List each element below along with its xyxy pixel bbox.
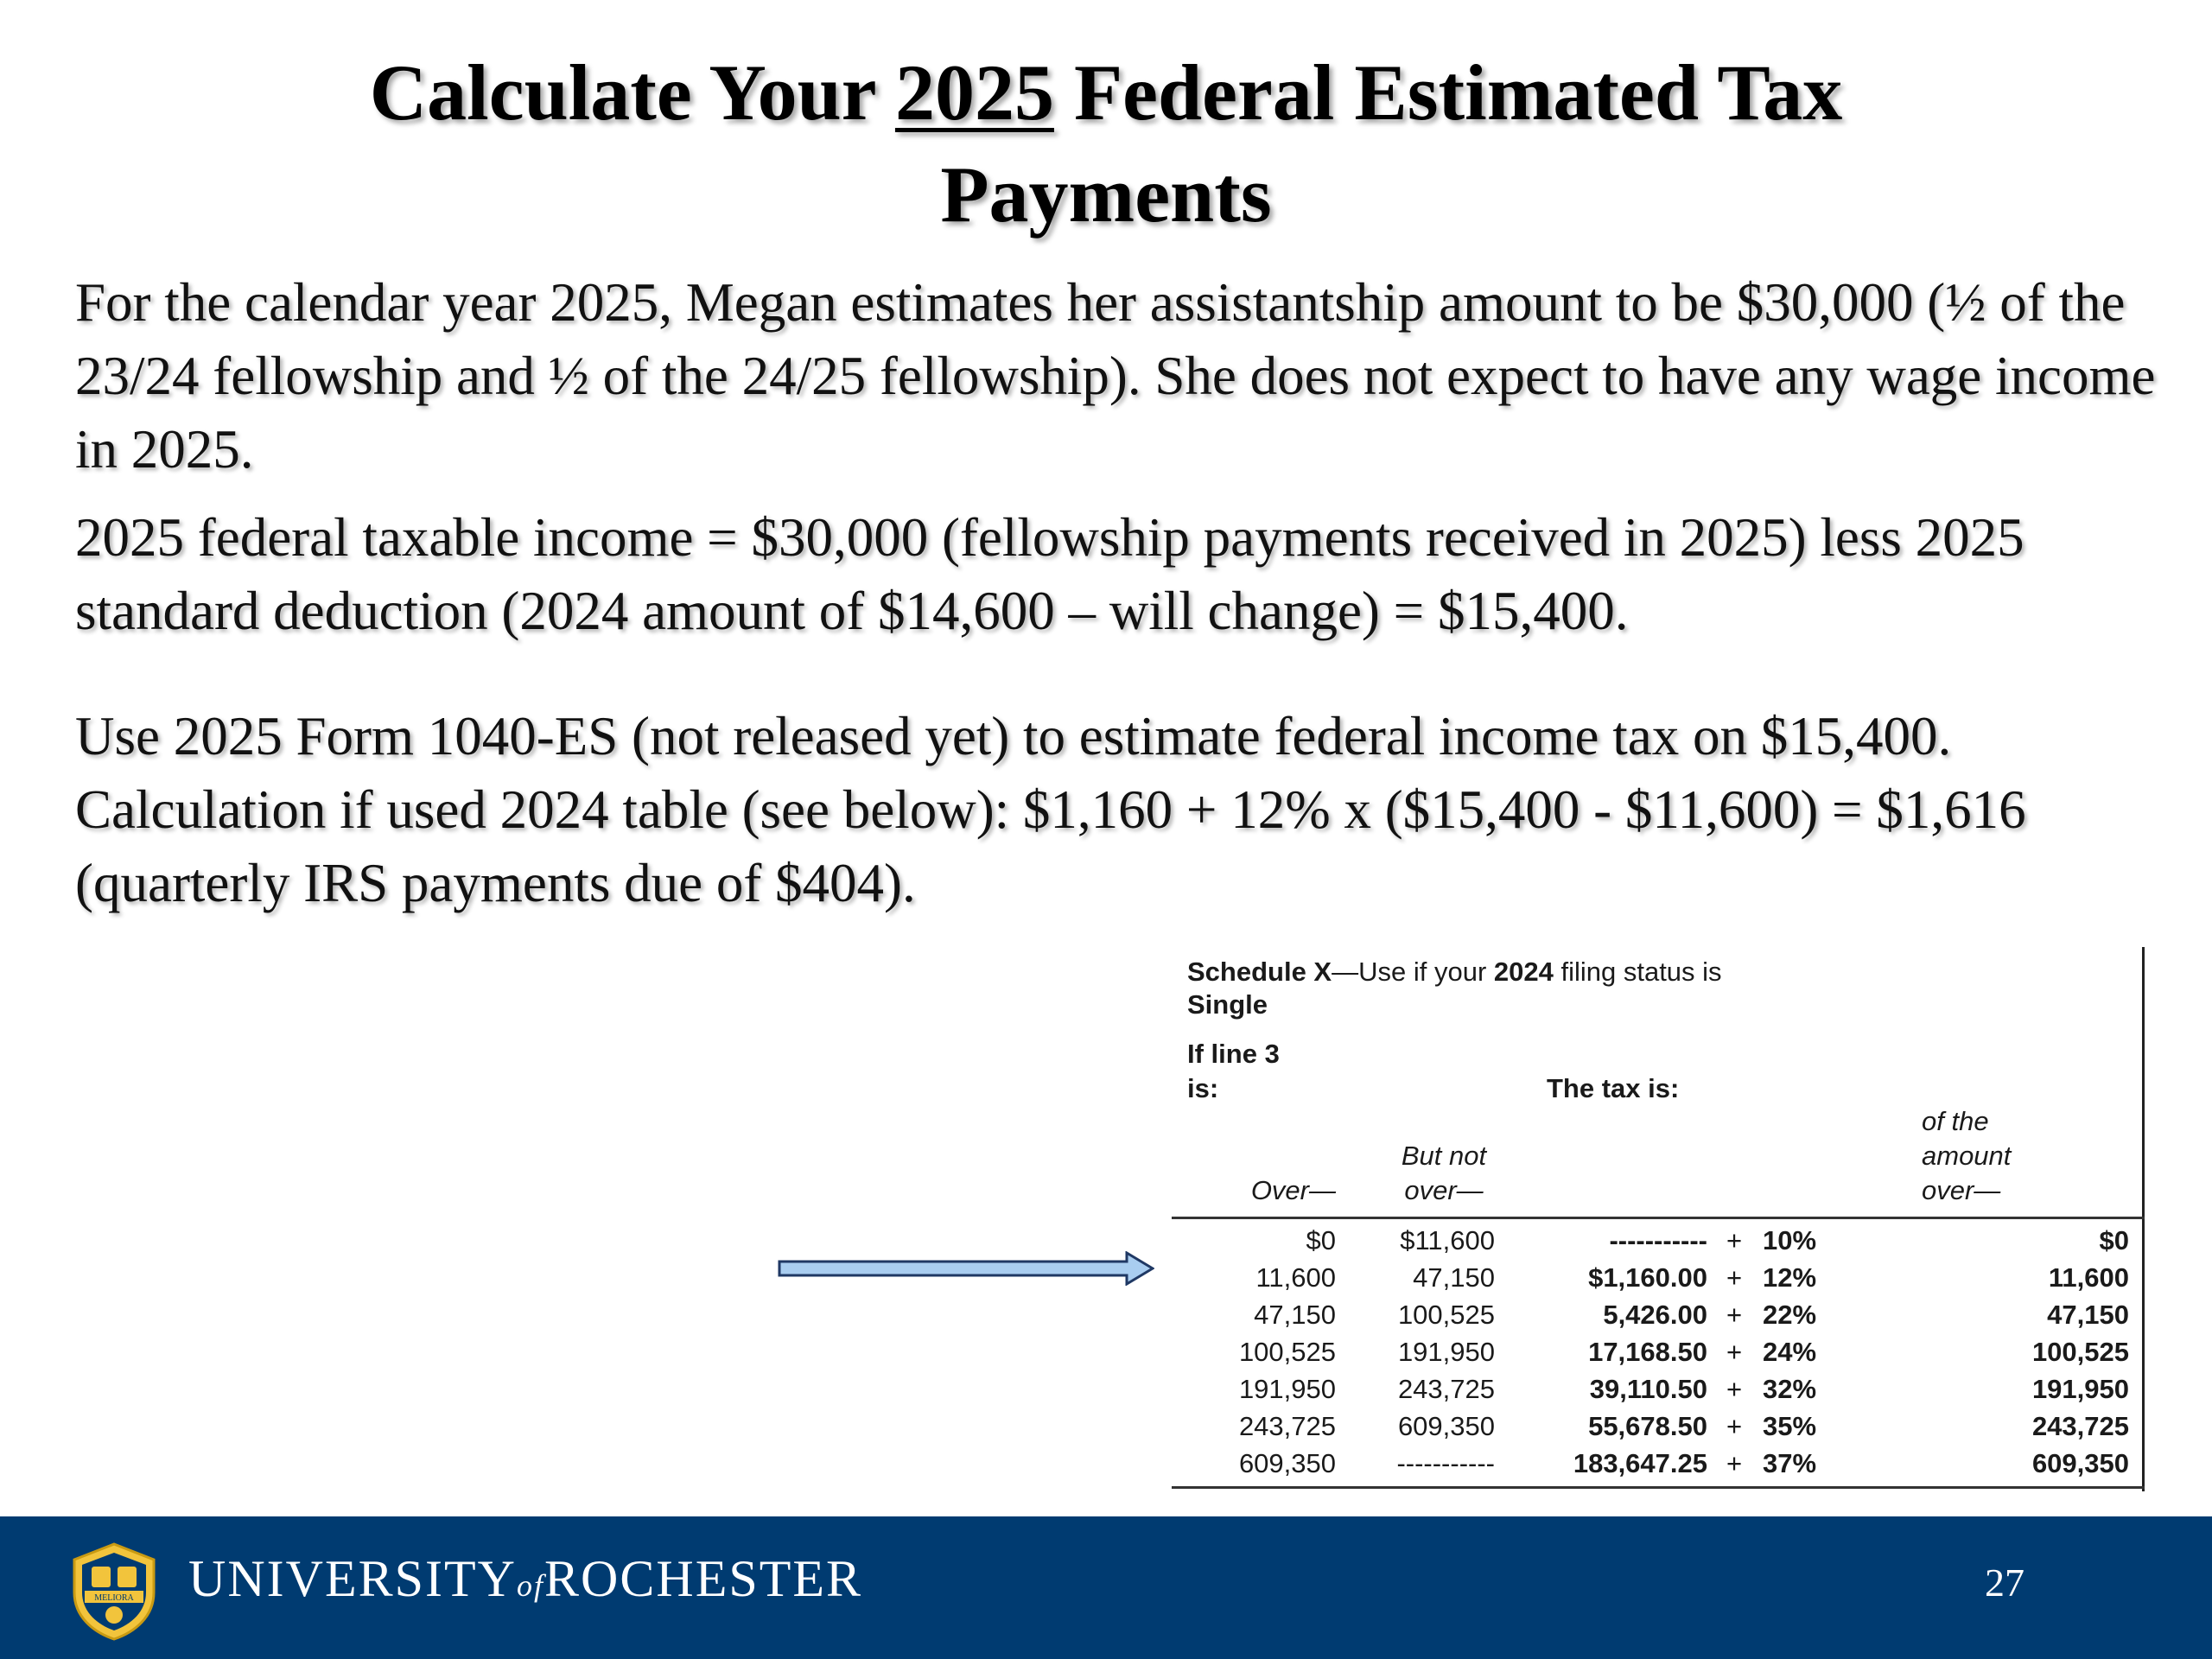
svg-text:MELIORA: MELIORA — [94, 1593, 134, 1603]
table-row — [1172, 1411, 2145, 1447]
university-wordmark — [188, 1549, 862, 1609]
cell-rate: 12% — [1763, 1262, 1817, 1293]
cell-over: 191,950 — [1238, 1374, 1336, 1404]
cell-but-not-over: ----------- — [1396, 1448, 1495, 1478]
cell-but-not-over: 243,725 — [1397, 1374, 1495, 1404]
page-number: 27 — [1985, 1560, 2024, 1605]
table-bottom-line — [1172, 1486, 2145, 1489]
header-of-amount-over: of the amount over— — [1922, 1106, 2012, 1205]
cell-plus: + — [1726, 1300, 1743, 1330]
paragraph-taxable-income: 2025 federal taxable income = $30,000 (fellowship payments received in 2025) less 2025 standard deduction (2024 amount of $14,600 – will change) = $15,400. — [75, 507, 2024, 641]
cell-amount-over: 191,950 — [2031, 1374, 2129, 1404]
tax-schedule-table — [1172, 947, 2145, 1491]
wordmark-rochester: ROCHESTER — [544, 1550, 863, 1607]
cell-amount-over: 100,525 — [2031, 1337, 2129, 1367]
schedule-if-line: If line 3 is: — [1187, 1039, 1280, 1103]
cell-but-not-over: 47,150 — [1413, 1262, 1495, 1293]
table-row — [1172, 1300, 2145, 1336]
cell-plus: + — [1726, 1225, 1743, 1255]
schedule-tax-is: The tax is: — [1547, 1073, 1680, 1103]
cell-plus: + — [1726, 1448, 1743, 1478]
cell-rate: 32% — [1763, 1374, 1817, 1404]
cell-amount-over: 11,600 — [2048, 1262, 2129, 1293]
footer-bar — [0, 1516, 2212, 1659]
cell-over: 609,350 — [1238, 1448, 1336, 1478]
title-suffix: Federal Estimated Tax — [1053, 48, 1843, 137]
cell-rate: 35% — [1763, 1411, 1817, 1441]
table-row — [1172, 1225, 2145, 1262]
cell-base-tax: 39,110.50 — [1589, 1374, 1707, 1404]
cell-plus: + — [1726, 1411, 1743, 1441]
cell-over: 47,150 — [1254, 1300, 1336, 1330]
header-over: Over— — [1250, 1175, 1336, 1205]
table-row — [1172, 1374, 2145, 1410]
cell-rate: 37% — [1763, 1448, 1817, 1478]
cell-amount-over: 243,725 — [2031, 1411, 2129, 1441]
table-row — [1172, 1262, 2145, 1299]
right-arrow-icon — [778, 1251, 1154, 1286]
cell-over: 100,525 — [1238, 1337, 1336, 1367]
cell-amount-over: 609,350 — [2031, 1448, 2129, 1478]
cell-but-not-over: $11,600 — [1400, 1225, 1495, 1255]
cell-base-tax: $1,160.00 — [1588, 1262, 1707, 1293]
cell-rate: 24% — [1763, 1337, 1817, 1367]
cell-rate: 10% — [1763, 1225, 1817, 1255]
cell-base-tax: 183,647.25 — [1573, 1448, 1707, 1478]
cell-over: $0 — [1306, 1225, 1336, 1255]
cell-base-tax: 17,168.50 — [1588, 1337, 1707, 1367]
cell-base-tax: 5,426.00 — [1603, 1300, 1707, 1330]
cell-rate: 22% — [1763, 1300, 1817, 1330]
title-prefix: Calculate Your — [369, 48, 895, 137]
title-line2: Payments — [940, 150, 1272, 238]
university-seal-icon — [64, 1541, 164, 1641]
wordmark-of: of — [516, 1568, 544, 1603]
wordmark-university: UNIVERSITY — [188, 1550, 517, 1607]
cell-over: 11,600 — [1255, 1262, 1336, 1293]
slide-title — [0, 41, 2212, 245]
cell-base-tax: ----------- — [1609, 1225, 1707, 1255]
cell-but-not-over: 100,525 — [1397, 1300, 1495, 1330]
title-year: 2025 — [894, 48, 1054, 137]
cell-amount-over: $0 — [2099, 1225, 2129, 1255]
schedule-title: Schedule X—Use if your 2024 filing status is Single — [1187, 957, 1722, 1020]
cell-plus: + — [1726, 1374, 1743, 1404]
cell-over: 243,725 — [1238, 1411, 1336, 1441]
paragraph-calculation: Use 2025 Form 1040-ES (not released yet) to estimate federal income tax on $15,400. Calculation if used 2024 table (see below): $1,160 + 12% x ($15,400 - $11,600) = $1,616 (quarterly IRS payments due of $404). — [75, 706, 2026, 913]
cell-base-tax: 55,678.50 — [1588, 1411, 1707, 1441]
table-row — [1172, 1337, 2145, 1373]
cell-but-not-over: 191,950 — [1397, 1337, 1495, 1367]
cell-plus: + — [1726, 1262, 1743, 1293]
cell-plus: + — [1726, 1337, 1743, 1367]
header-but-not-over: But not over— — [1401, 1141, 1487, 1205]
cell-but-not-over: 609,350 — [1397, 1411, 1495, 1441]
cell-amount-over: 47,150 — [2047, 1300, 2129, 1330]
table-row — [1172, 1448, 2145, 1484]
header-divider — [1172, 1217, 2145, 1219]
paragraph-income-estimate: For the calendar year 2025, Megan estimates her assistantship amount to be $30,000 (½ of the 23/24 fellowship and ½ of the 24/25 fellowship). She does not expect to have any wage income in 2025. — [75, 272, 2156, 480]
